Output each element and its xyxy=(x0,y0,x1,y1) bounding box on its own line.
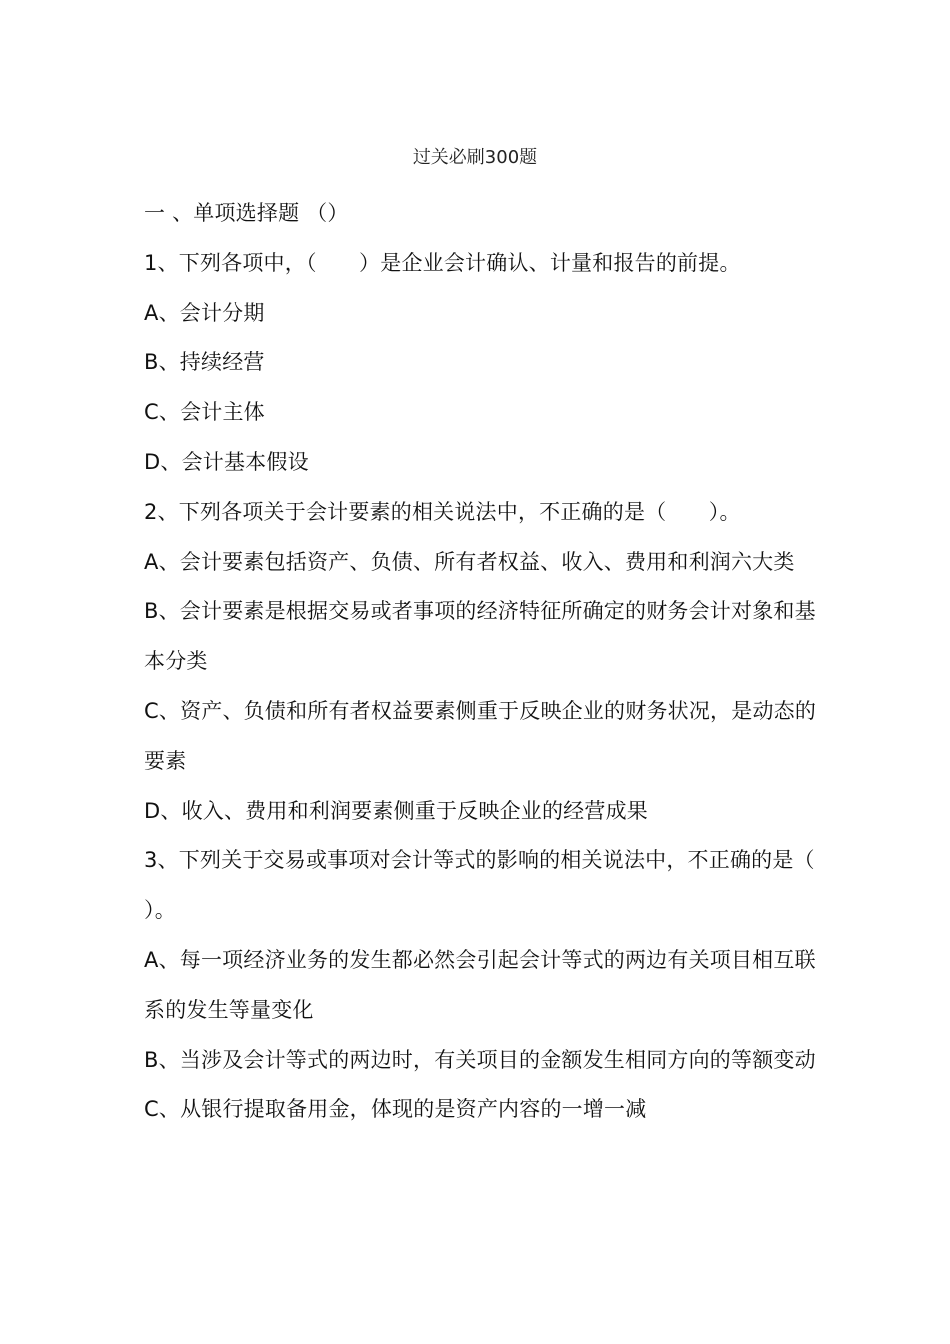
option-c: C、从银行提取备用金，体现的是资产内容的一增一减 xyxy=(144,1097,647,1122)
section-heading: 一 、单项选择题 （） xyxy=(144,201,349,225)
option-d: D、收入、费用和利润要素侧重于反映企业的经营成果 xyxy=(144,798,648,823)
question-block xyxy=(144,488,824,837)
question-block xyxy=(144,239,824,488)
option-d: D、会计基本假设 xyxy=(144,449,309,474)
option-a: A、每一项经济业务的发生都必然会引起会计等式的两边有关项目相互联系的发生等量变化 xyxy=(144,947,816,1022)
question-stem: 3、下列关于交易或事项对会计等式的影响的相关说法中，不正确的是（ ）。 xyxy=(144,848,858,923)
question-list xyxy=(144,189,858,1135)
question-stem: 1、下列各项中，（ ）是企业会计确认、计量和报告的前提。 xyxy=(144,250,741,275)
question-block xyxy=(144,836,858,1135)
document-title: 过关必刷300题 xyxy=(412,147,538,168)
option-c: C、会计主体 xyxy=(144,400,265,425)
question-stem: 2、下列各项关于会计要素的相关说法中，不正确的是（ ）。 xyxy=(144,499,741,524)
option-a: A、会计要素包括资产、负债、所有者权益、收入、费用和利润六大类 xyxy=(144,549,795,574)
option-b: B、持续经营 xyxy=(144,350,265,375)
option-b: B、当涉及会计等式的两边时，有关项目的金额发生相同方向的等额变动 xyxy=(144,1047,816,1072)
option-a: A、会计分期 xyxy=(144,300,265,325)
option-b: B、会计要素是根据交易或者事项的经济特征所确定的财务会计对象和基本分类 xyxy=(144,599,816,674)
option-c: C、资产、负债和所有者权益要素侧重于反映企业的财务状况，是动态的要素 xyxy=(144,698,817,773)
